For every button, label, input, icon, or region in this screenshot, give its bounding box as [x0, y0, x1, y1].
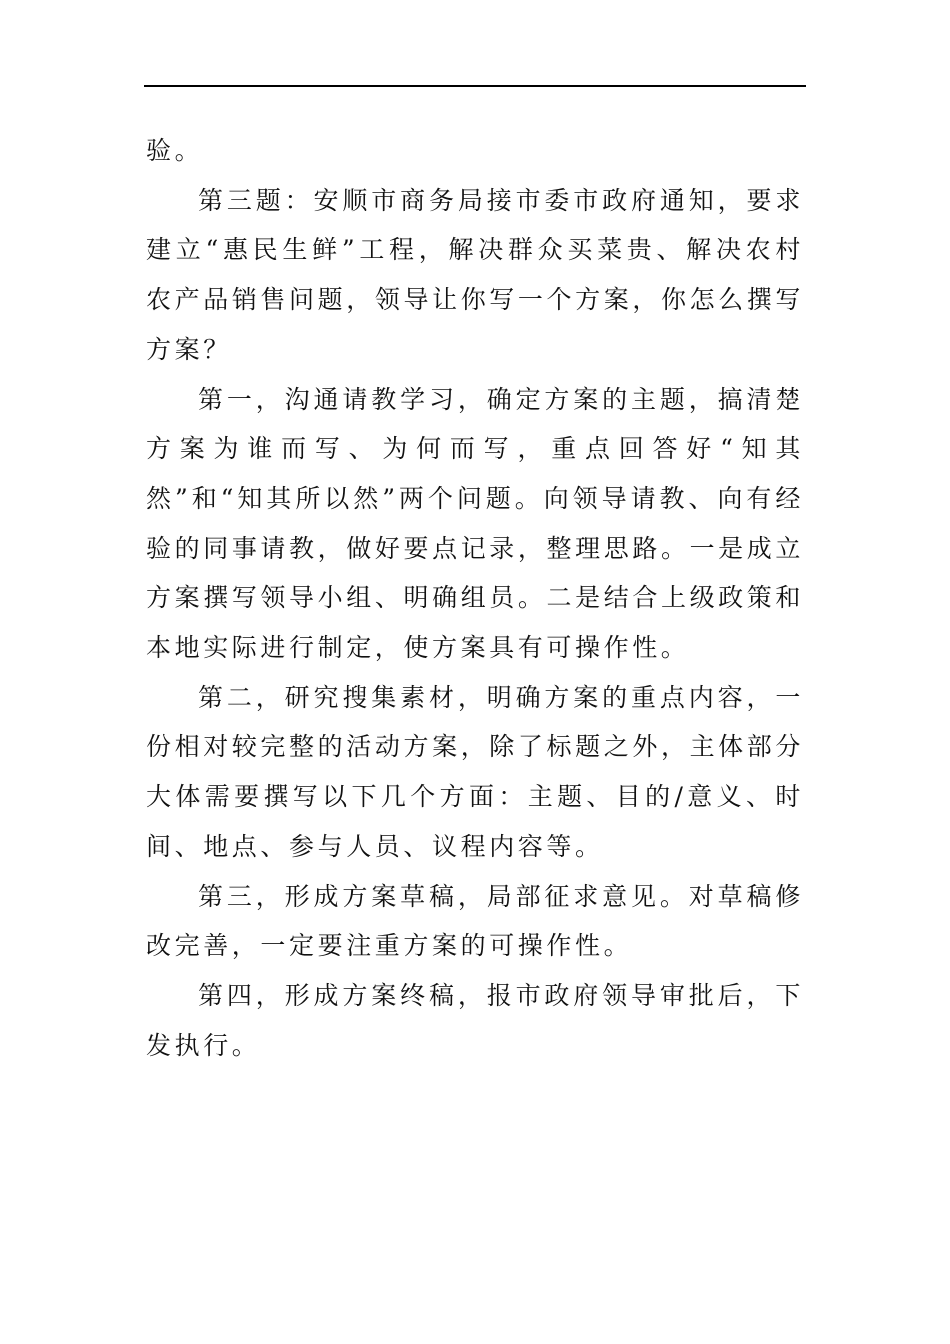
document-body	[146, 126, 804, 1070]
paragraph-step-four: 第四，形成方案终稿，报市政府领导审批后，下发执行。	[146, 980, 804, 1060]
paragraph-question: 第三题：安顺市商务局接市委市政府通知，要求建立“惠民生鲜”工程，解决群众买菜贵、解决农村农产品销售问题，领导让你写一个方案，你怎么撰写方案？	[146, 185, 804, 364]
paragraph-step-one: 第一，沟通请教学习，确定方案的主题，搞清楚方案为谁而写、为何而写，重点回答好“知其然”和“知其所以然”两个问题。向领导请教、向有经验的同事请教，做好要点记录，整理思路。一是成立方案撰写领导小组、明确组员。二是结合上级政策和本地实际进行制定，使方案具有可操作性。	[146, 384, 804, 663]
header-rule	[144, 85, 806, 87]
paragraph-continuation: 验。	[146, 136, 204, 165]
paragraph-step-three: 第三，形成方案草稿，局部征求意见。对草稿修改完善，一定要注重方案的可操作性。	[146, 881, 804, 961]
paragraph-step-two: 第二，研究搜集素材，明确方案的重点内容，一份相对较完整的活动方案，除了标题之外，主体部分大体需要撰写以下几个方面：主题、目的/意义、时间、地点、参与人员、议程内容等。	[146, 682, 804, 861]
